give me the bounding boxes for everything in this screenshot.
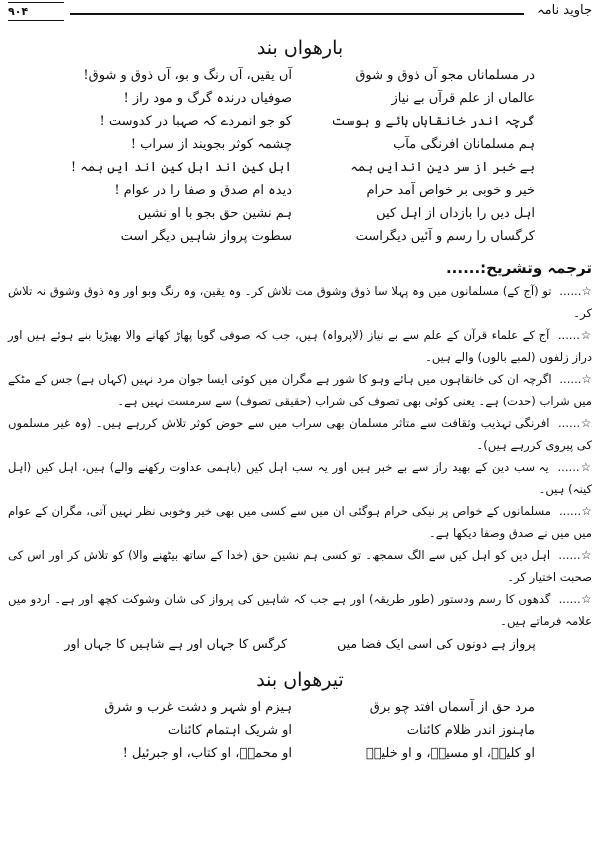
- book-title: جاوید نامہ: [536, 3, 592, 18]
- hemistich: کرگساں را رسم و آئیں دیگراست: [355, 229, 535, 244]
- couplet: [65, 87, 535, 110]
- hemistich: ہم نشین حق بجو با او نشیں: [137, 206, 292, 221]
- hemistich: او کلیمؑ، او مسیحؑ، و او خلیلؑ: [365, 746, 535, 761]
- hemistich: کرگس کا جہاں اور ہے شاہیں کا جہاں اور: [64, 636, 288, 651]
- couplet: [65, 225, 535, 248]
- hemistich: چشمہ کوثر بجویند از سراب !: [130, 137, 292, 152]
- paragraph-text: اگرچہ ان کی خانقاہوں میں ہائے وہو کا شور ہے مگران میں کوئی ایسا جوان مرد نہیں (کہاں ہے) جس کے مٹکے میں شراب (حدت) ہے۔ یعنی کوئی بھی تصوف کی شراب (حقیقی تصوف) سے سرمست نہیں ہے۔: [8, 372, 592, 408]
- couplet: [65, 133, 535, 156]
- couplet: [65, 156, 535, 179]
- couplet: [65, 64, 535, 87]
- paragraph-text: تو (آج کے) مسلمانوں میں وہ پہلا سا ذوق وشوق مت تلاش کر۔ وہ یقین، وہ رنگ وبو اور وہ ذوق وشوق نہ تلاش کر۔: [8, 284, 592, 320]
- paragraph: [8, 368, 592, 412]
- hemistich: سطوت پرواز شاہیں دیگر است: [120, 229, 292, 244]
- hemistich: او شریک اہتمام کائنات: [167, 723, 292, 738]
- couplet: [65, 110, 535, 133]
- hemistich: عالماں از علم قرآں بے نیاز: [391, 91, 535, 106]
- stanza-12-title: بارھواں بند: [256, 37, 344, 59]
- hemistich: ماہنوز اندر ظلام کائنات: [406, 723, 535, 738]
- paragraph-text: گدھوں کا رسم ودستور (طور طریقہ) اور ہے جب کہ شاہیں کی پرواز کی شان وشوکت کچھ اور ہے۔ اردو میں علامہ فرماتے ہیں۔: [8, 592, 592, 628]
- paragraph-text: آج کے علماء قرآن کے علم سے بے نیاز (لاپرواہ) ہیں، جب کہ صوفی گویا پھاڑ کھانے والا بھیڑیا بنے ہوئے ہیں اور دراز زلفوں (لمبے بالوں) والے ہیں۔: [8, 328, 592, 364]
- hemistich: کو جو انمردے کہ صہبا در کدوست !: [99, 114, 292, 129]
- hemistich: ہم مسلمانان افرنگی مآب: [393, 137, 535, 152]
- hemistich: صوفیاں درندہ گرگ و مود راز !: [123, 91, 292, 106]
- couplet: [65, 719, 535, 742]
- star-marker: ☆......: [558, 548, 592, 562]
- page-header: [8, 0, 592, 30]
- couplet: [65, 696, 535, 719]
- hemistich: ہیزم او شہر و دشت غرب و شرق: [104, 700, 292, 715]
- paragraph-text: اہل دیں کو اہل کیں سے الگ سمجھ۔ تو کسی ہم نشین حق (خدا کے ساتھ بیٹھنے والا) کو تلاش کر اور اس کی صحبت اختیار کر۔: [8, 548, 592, 584]
- urdu-couplet: [8, 632, 592, 656]
- header-rule: [70, 13, 524, 15]
- paragraph: [8, 324, 592, 368]
- star-marker: ☆......: [557, 328, 592, 342]
- star-marker: ☆......: [557, 416, 593, 430]
- star-marker: ☆......: [558, 592, 592, 606]
- translation-heading: ترجمہ وتشریح:......: [445, 259, 592, 277]
- hemistich: گرچہ اندر خانقاہاں ہائے و ہوست: [331, 114, 535, 129]
- star-marker: ☆......: [557, 460, 592, 474]
- hemistich: در مسلماناں مجو آں ذوق و شوق: [355, 68, 535, 83]
- star-marker: ☆......: [559, 284, 593, 298]
- hemistich: دیدہ ام صدق و صفا را در عوام !: [114, 183, 292, 198]
- hemistich: خیر و خوبی بر خواص آمد حرام: [366, 183, 535, 198]
- couplet: [65, 202, 535, 225]
- paragraph: [8, 412, 592, 456]
- hemistich: اہل دیں را بازداں از اہل کیں: [376, 206, 535, 221]
- paragraph: [8, 280, 592, 324]
- star-marker: ☆......: [559, 372, 592, 386]
- paragraph: [8, 544, 592, 588]
- paragraph-text: افرنگی تہذیب وثقافت سے متاثر مسلمان بھی سراب میں سے حوض کوثر تلاش کررہے ہیں۔ (وہ غیر مسلموں کی پیروی کررہے ہیں)۔: [8, 416, 592, 452]
- translation-body: [8, 280, 592, 656]
- paragraph: [8, 500, 592, 544]
- paragraph: [8, 588, 592, 632]
- stanza-13-verses: [65, 696, 535, 765]
- hemistich: بے خبر از سر دین اندایں ہمہ: [350, 160, 535, 175]
- paragraph-text: یہ سب دین کے بھید راز سے بے خبر ہیں اور یہ سب اہل کیں (باہمی عداوت رکھنے والے) ہیں، اہل کیں (اہل کینہ) ہیں۔: [8, 460, 592, 496]
- paragraph: [8, 456, 592, 500]
- couplet: [65, 742, 535, 765]
- couplet: [65, 179, 535, 202]
- hemistich: آں یقیں، آں رنگ و بو، آں ذوق و شوق!: [83, 68, 292, 83]
- stanza-12-verses: [65, 64, 535, 248]
- paragraph-text: مسلمانوں کے خواص پر نیکی حرام ہوگئی ان میں سے کسی میں بھی خیر وخوبی نظر نہیں آتی، مگران کے عوام میں میں نے صدق وصفا دیکھا ہے۔: [8, 504, 592, 540]
- page-number: ۹۰۴: [8, 2, 64, 21]
- hemistich: پرواز ہے دونوں کی اسی ایک فضا میں: [337, 636, 536, 651]
- stanza-13-title: تیرھواں بند: [256, 669, 344, 691]
- hemistich: اہل کین اند اہل کین اند ایں ہمہ !: [70, 160, 292, 175]
- star-marker: ☆......: [558, 504, 592, 518]
- hemistich: او محمدؐ، او کتاب، او جبرئیل !: [122, 746, 292, 761]
- hemistich: مرد حق از آسماں افتد چو برق: [369, 700, 535, 715]
